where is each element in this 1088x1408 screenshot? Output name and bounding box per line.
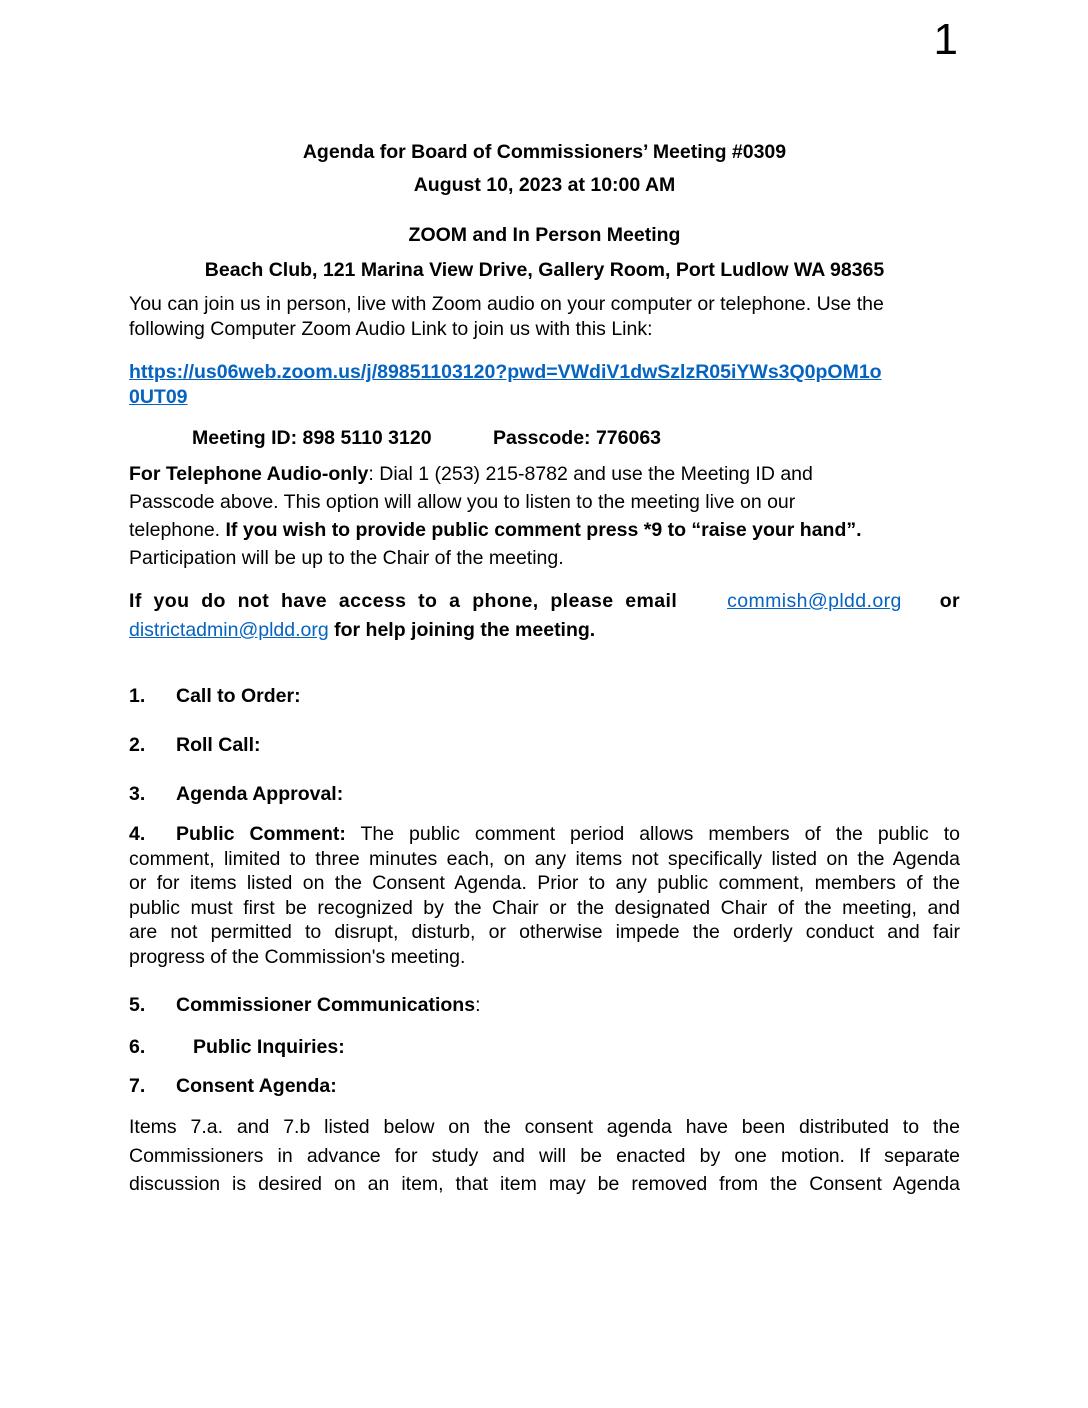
agenda-item bbox=[129, 783, 960, 806]
districtadmin-email-link[interactable]: districtadmin@pldd.org bbox=[129, 619, 329, 641]
intro-line-2: following Computer Zoom Audio Link to join us with this Link: bbox=[129, 318, 653, 340]
meeting-location: Beach Club, 121 Marina View Drive, Gallery Room, Port Ludlow WA 98365 bbox=[204, 259, 885, 281]
no-phone-text: If you do not have access to a phone, please email bbox=[129, 590, 678, 612]
commish-email-link[interactable]: commish@pldd.org bbox=[727, 590, 902, 612]
public-comment-line-4: public must first be recognized by the Chair or the designated Chair of the meeting, and bbox=[129, 896, 960, 919]
intro-line-1: You can join us in person, live with Zoom audio on your computer or telephone. Use the bbox=[129, 293, 884, 315]
item-number: 5. bbox=[129, 994, 146, 1016]
consent-line-1: Items 7.a. and 7.b listed below on the consent agenda have been distributed to the bbox=[129, 1116, 960, 1138]
telephone-line-3: telephone. bbox=[129, 519, 226, 541]
no-phone-or: or bbox=[939, 590, 960, 612]
item-title: Public Comment: bbox=[176, 823, 346, 845]
item-suffix: : bbox=[475, 994, 481, 1016]
telephone-paragraph bbox=[129, 460, 960, 572]
item-number: 4. bbox=[129, 823, 146, 845]
item-number: 6. bbox=[129, 1036, 146, 1058]
agenda-item-public-comment bbox=[129, 822, 960, 970]
agenda-item bbox=[129, 1075, 960, 1098]
passcode: Passcode: 776063 bbox=[492, 427, 662, 449]
raise-hand-instruction: If you wish to provide public comment press *9 to “raise your hand”. bbox=[225, 519, 862, 541]
item-number: 7. bbox=[129, 1075, 146, 1097]
telephone-line-2: Passcode above. This option will allow you to listen to the meeting live on our bbox=[129, 491, 796, 513]
zoom-link-line-2: 0UT09 bbox=[129, 386, 188, 408]
no-phone-suffix: for help joining the meeting. bbox=[328, 619, 596, 641]
item-number: 1. bbox=[129, 685, 146, 707]
agenda-item bbox=[129, 1036, 960, 1059]
telephone-line-4: Participation will be up to the Chair of the meeting. bbox=[129, 547, 564, 569]
item-title: Public Inquiries: bbox=[193, 1036, 345, 1058]
zoom-link[interactable] bbox=[129, 361, 882, 408]
public-comment-line-1: The public comment period allows members of the public to bbox=[345, 823, 960, 845]
meeting-credentials bbox=[192, 427, 1023, 450]
meeting-type: ZOOM and In Person Meeting bbox=[408, 224, 681, 246]
consent-line-3: discussion is desired on an item, that item may be removed from the Consent Agenda bbox=[129, 1173, 960, 1195]
consent-agenda-paragraph bbox=[129, 1113, 960, 1199]
item-title: Roll Call: bbox=[176, 734, 261, 756]
telephone-line-1: : Dial 1 (253) 215-8782 and use the Meeting ID and bbox=[368, 463, 813, 485]
item-number: 3. bbox=[129, 783, 146, 805]
agenda-item bbox=[129, 734, 960, 757]
item-title: Agenda Approval: bbox=[176, 783, 344, 805]
zoom-link-block bbox=[129, 360, 960, 410]
page-number: 1 bbox=[933, 15, 958, 64]
public-comment-line-5: are not permitted to disrupt, disturb, or otherwise impede the orderly conduct and fair bbox=[129, 921, 960, 944]
zoom-link-line-1: https://us06web.zoom.us/j/89851103120?pwd=VWdiV1dwSzlzR05iYWs3Q0pOM1o bbox=[129, 361, 882, 383]
public-comment-line-3: or for items listed on the Consent Agenda. Prior to any public comment, members of the bbox=[129, 872, 960, 895]
item-title: Consent Agenda: bbox=[176, 1075, 337, 1097]
consent-line-2: Commissioners in advance for study and will be enacted by one motion. If separate bbox=[129, 1144, 960, 1167]
item-title: Call to Order: bbox=[176, 685, 301, 707]
agenda-item bbox=[129, 994, 960, 1017]
agenda-title: Agenda for Board of Commissioners’ Meeting #0309 bbox=[302, 141, 787, 163]
intro-paragraph bbox=[129, 292, 960, 342]
meeting-id: Meeting ID: 898 5110 3120 bbox=[192, 427, 432, 449]
no-phone-paragraph bbox=[129, 587, 960, 645]
agenda-item bbox=[129, 685, 960, 708]
meeting-datetime: August 10, 2023 at 10:00 AM bbox=[413, 174, 676, 196]
public-comment-line-6: progress of the Commission's meeting. bbox=[129, 945, 466, 968]
item-title: Commissioner Communications bbox=[176, 994, 476, 1016]
item-number: 2. bbox=[129, 734, 146, 756]
public-comment-line-2: comment, limited to three minutes each, on any items not specifically listed on the Agenda bbox=[129, 847, 960, 870]
telephone-label: For Telephone Audio-only bbox=[129, 463, 369, 485]
